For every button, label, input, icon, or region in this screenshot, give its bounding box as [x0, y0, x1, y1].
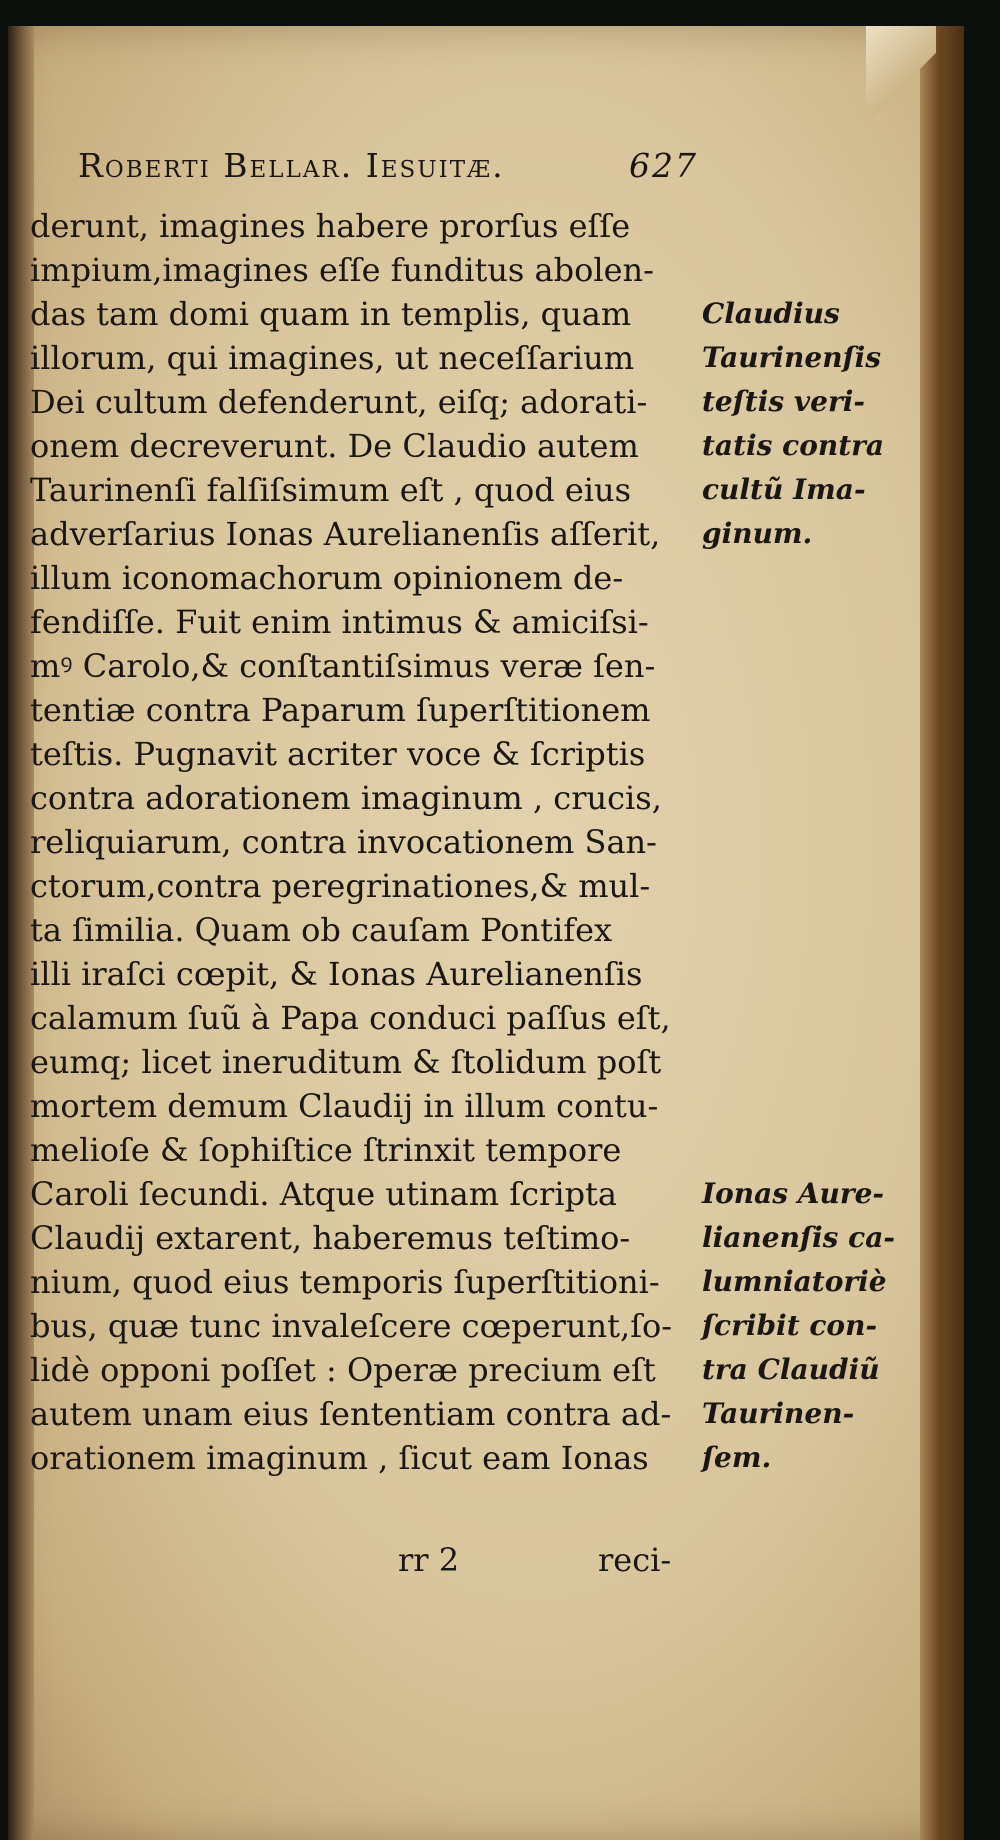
- text-line: onem decreverunt. De Claudio autem: [30, 427, 639, 465]
- running-header: [78, 146, 698, 196]
- running-title: Roberti Bellar. Iesuitæ.: [78, 146, 505, 185]
- text-line: nium, quod eius temporis ſuperſtitioni-: [30, 1263, 660, 1301]
- margin-note: cultũ Ima-: [702, 473, 866, 506]
- margin-note: ſcribit con-: [702, 1309, 878, 1342]
- text-line: fendiſſe. Fuit enim intimus & amiciſsi-: [30, 603, 649, 641]
- text-line: derunt, imagines habere prorſus eſſe: [30, 207, 631, 245]
- margin-note: Ionas Aure-: [702, 1177, 885, 1210]
- text-line: bus, quæ tunc invaleſcere cœperunt,ſo-: [30, 1307, 673, 1345]
- margin-note: Claudius: [702, 297, 840, 330]
- text-line: Caroli ſecundi. Atque utinam ſcripta: [30, 1175, 617, 1213]
- text-line: Claudij extarent, haberemus teſtimo-: [30, 1219, 631, 1257]
- margin-note: Taurinen-: [702, 1397, 855, 1430]
- text-line: illum iconomachorum opinionem de-: [30, 559, 624, 597]
- text-line: mortem demum Claudij in illum contu-: [30, 1087, 659, 1125]
- text-line: teſtis. Pugnavit acriter voce & ſcriptis: [30, 735, 646, 773]
- text-line: tentiæ contra Paparum ſuperſtitionem: [30, 691, 651, 729]
- margin-note: ſem.: [702, 1441, 772, 1474]
- text-line: reliquiarum, contra invocationem San-: [30, 823, 657, 861]
- text-line: illi iraſci cœpit, & Ionas Aurelianenſis: [30, 955, 643, 993]
- text-line: lidè opponi poſſet : Operæ precium eſt: [30, 1351, 656, 1389]
- page-number: 627: [629, 146, 698, 185]
- text-line: mꝰ Carolo,& conſtantiſsimus veræ ſen-: [30, 647, 656, 685]
- text-line: contra adorationem imaginum , crucis,: [30, 779, 662, 817]
- text-line: Dei cultum defenderunt, eiſq; adorati-: [30, 383, 648, 421]
- text-line: illorum, qui imagines, ut neceſſarium: [30, 339, 635, 377]
- text-line: melioſe & ſophiſtice ſtrinxit tempore: [30, 1131, 622, 1169]
- margin-note: tra Claudiũ: [702, 1353, 880, 1386]
- margin-note: tatis contra: [702, 429, 885, 462]
- text-line: adverſarius Ionas Aurelianenſis aſſerit,: [30, 515, 661, 553]
- signature-mark: rr 2: [398, 1541, 460, 1579]
- text-line: eumq; licet ineruditum & ſtolidum poſt: [30, 1043, 662, 1081]
- text-line: orationem imaginum , ſicut eam Ionas: [30, 1439, 649, 1477]
- text-line: impium,imagines eſſe funditus abolen-: [30, 251, 654, 289]
- margin-note: ginum.: [702, 517, 813, 550]
- text-line: ctorum,contra peregrinationes,& mul-: [30, 867, 651, 905]
- text-line: Taurinenſi falſiſsimum eſt , quod eius: [30, 471, 632, 509]
- margin-note: lianenſis ca-: [702, 1221, 895, 1254]
- catchword: reci-: [598, 1541, 672, 1579]
- margin-note: teſtis veri-: [702, 385, 865, 418]
- text-line: das tam domi quam in templis, quam: [30, 295, 632, 333]
- text-line: autem unam eius ſententiam contra ad-: [30, 1395, 672, 1433]
- text-line: ta ſimilia. Quam ob cauſam Pontifex: [30, 911, 613, 949]
- margin-note: Taurinenſis: [702, 341, 882, 374]
- text-line: calamum ſuũ à Papa conduci paſſus eſt,: [30, 999, 671, 1037]
- margin-note: lumniatoriè: [702, 1265, 887, 1298]
